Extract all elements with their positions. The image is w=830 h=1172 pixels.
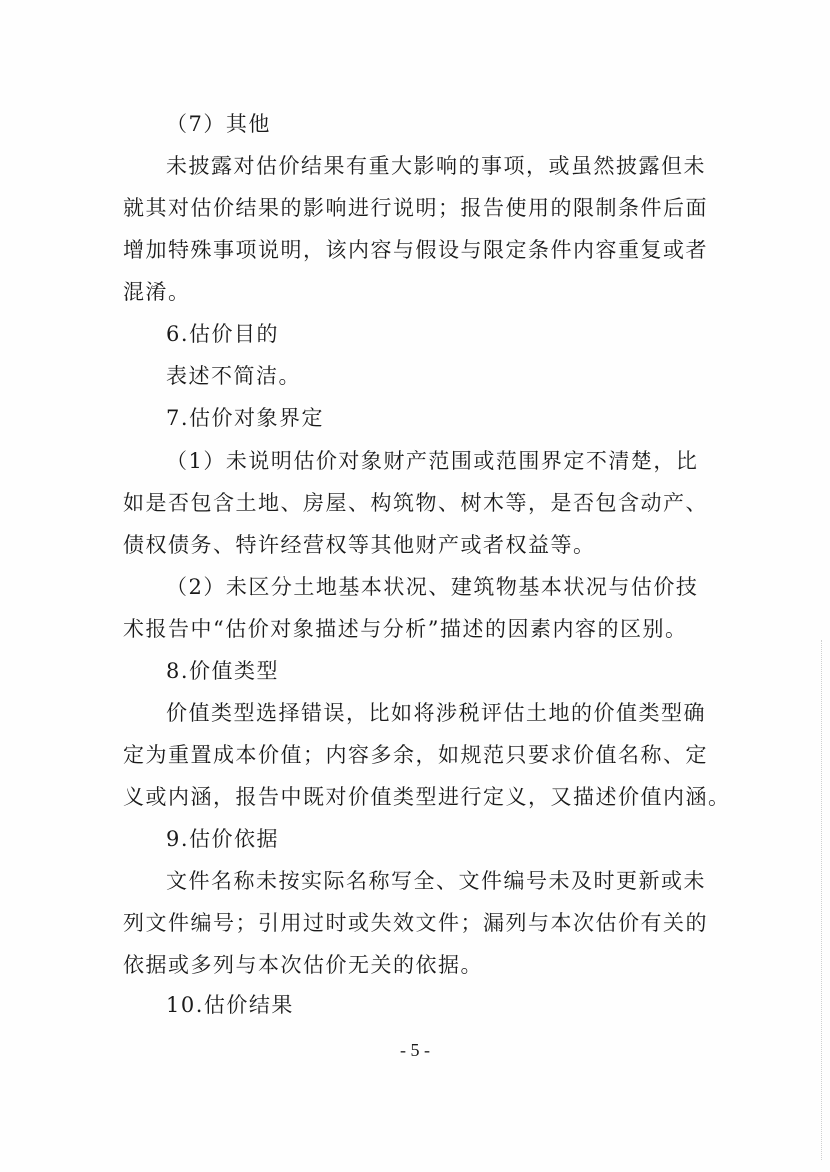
line-19: 列文件编号；引用过时或失效文件；漏列与本次估价有关的 — [123, 911, 708, 935]
line-18: 文件名称未按实际名称写全、文件编号未及时更新或未 — [166, 869, 706, 893]
line-6: 表述不简洁。 — [166, 364, 301, 388]
line-2: 就其对估价结果的影响进行说明；报告使用的限制条件后面 — [123, 196, 708, 220]
line-1: 未披露对估价结果有重大影响的事项，或虽然披露但未 — [166, 154, 706, 178]
line-16: 义或内涵，报告中既对价值类型进行定义，又描述价值内涵。 — [123, 785, 731, 809]
line-20: 依据或多列与本次估价无关的依据。 — [123, 953, 483, 977]
line-3: 增加特殊事项说明，该内容与假设与限定条件内容重复或者 — [123, 238, 708, 262]
line-12: 术报告中“估价对象描述与分析”描述的因素内容的区别。 — [123, 617, 688, 641]
line-7: 7.估价对象界定 — [166, 406, 325, 430]
line-15: 定为重置成本价值；内容多余，如规范只要求价值名称、定 — [123, 743, 708, 767]
line-8: （1）未说明估价对象财产范围或范围界定不清楚，比 — [166, 449, 699, 473]
line-14: 价值类型选择错误，比如将涉税评估土地的价值类型确 — [166, 701, 706, 725]
line-21: 10.估价结果 — [166, 993, 294, 1017]
line-17: 9.估价依据 — [166, 827, 280, 851]
line-4: 混淆。 — [123, 280, 191, 304]
scan-edge-mark — [820, 640, 822, 1160]
line-10: 债权债务、特许经营权等其他财产或者权益等。 — [123, 533, 596, 557]
line-9: 如是否包含土地、房屋、构筑物、树木等，是否包含动产、 — [123, 491, 708, 515]
line-13: 8.价值类型 — [166, 659, 280, 683]
line-11: （2）未区分土地基本状况、建筑物基本状况与估价技 — [166, 575, 699, 599]
page-number: - 5 - — [400, 1040, 430, 1060]
line-5: 6.估价目的 — [166, 322, 280, 346]
line-0: （7）其他 — [166, 112, 271, 136]
